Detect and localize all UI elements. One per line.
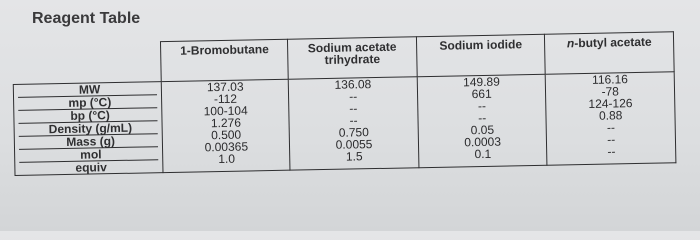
- cell: 1.5: [345, 149, 363, 164]
- cell: 0.00365: [204, 139, 249, 155]
- cell: --: [477, 98, 487, 114]
- cell: 1.0: [218, 151, 236, 167]
- cell: --: [349, 113, 358, 128]
- label-equiv: equiv: [75, 160, 107, 175]
- label-density: Density (g/mL): [19, 121, 159, 137]
- cell: --: [607, 144, 616, 159]
- col-header-bromobutane: 1-Bromobutane: [161, 39, 289, 81]
- label-mw: MW: [18, 82, 158, 98]
- cell: 124-126: [588, 96, 633, 111]
- col-butyl-acetate: [546, 72, 676, 165]
- label-bp: bp (°C): [18, 108, 158, 124]
- cell: 0.0055: [335, 137, 373, 152]
- cell: -78: [601, 84, 620, 99]
- cell: --: [478, 110, 487, 126]
- cell: 0.1: [474, 146, 492, 162]
- col-header-butyl-acetate: [545, 32, 674, 74]
- col-header-sodium-acetate: Sodium acetate trihydrate: [288, 37, 417, 79]
- cell: 0.500: [210, 127, 242, 143]
- cell: 661: [471, 86, 492, 102]
- col-sodium-acetate: [288, 77, 418, 170]
- cell: 0.88: [598, 108, 623, 123]
- reagent-table: [12, 31, 676, 176]
- table-title: Reagent Table: [32, 10, 141, 27]
- cell: 149.89: [462, 74, 500, 90]
- cell: --: [349, 101, 358, 116]
- col-header-rest: -butyl acetate: [574, 34, 652, 51]
- cell: 137.03: [206, 79, 244, 95]
- label-mol: mol: [19, 147, 159, 163]
- cell: 0.0003: [464, 134, 502, 150]
- cell: --: [348, 89, 358, 104]
- cell: 136.08: [334, 77, 372, 92]
- cell: 116.16: [591, 72, 629, 87]
- cell: 1.276: [210, 115, 242, 131]
- col-header-sodium-iodide: Sodium iodide: [416, 34, 545, 76]
- cell: -112: [213, 91, 238, 107]
- col-sodium-iodide: [417, 74, 547, 167]
- cell: 0.05: [470, 122, 495, 138]
- italic-n: n: [566, 36, 575, 51]
- row-labels: [13, 82, 163, 176]
- col-bromobutane: [162, 79, 290, 172]
- cell: 0.750: [338, 125, 369, 140]
- table-row: [13, 72, 676, 176]
- cell: --: [606, 120, 616, 135]
- label-mp: mp (°C): [18, 95, 158, 111]
- cell: 100-104: [203, 103, 248, 119]
- label-mass: Mass (g): [19, 134, 159, 150]
- corner-cell: [13, 42, 162, 85]
- cell: --: [607, 132, 616, 147]
